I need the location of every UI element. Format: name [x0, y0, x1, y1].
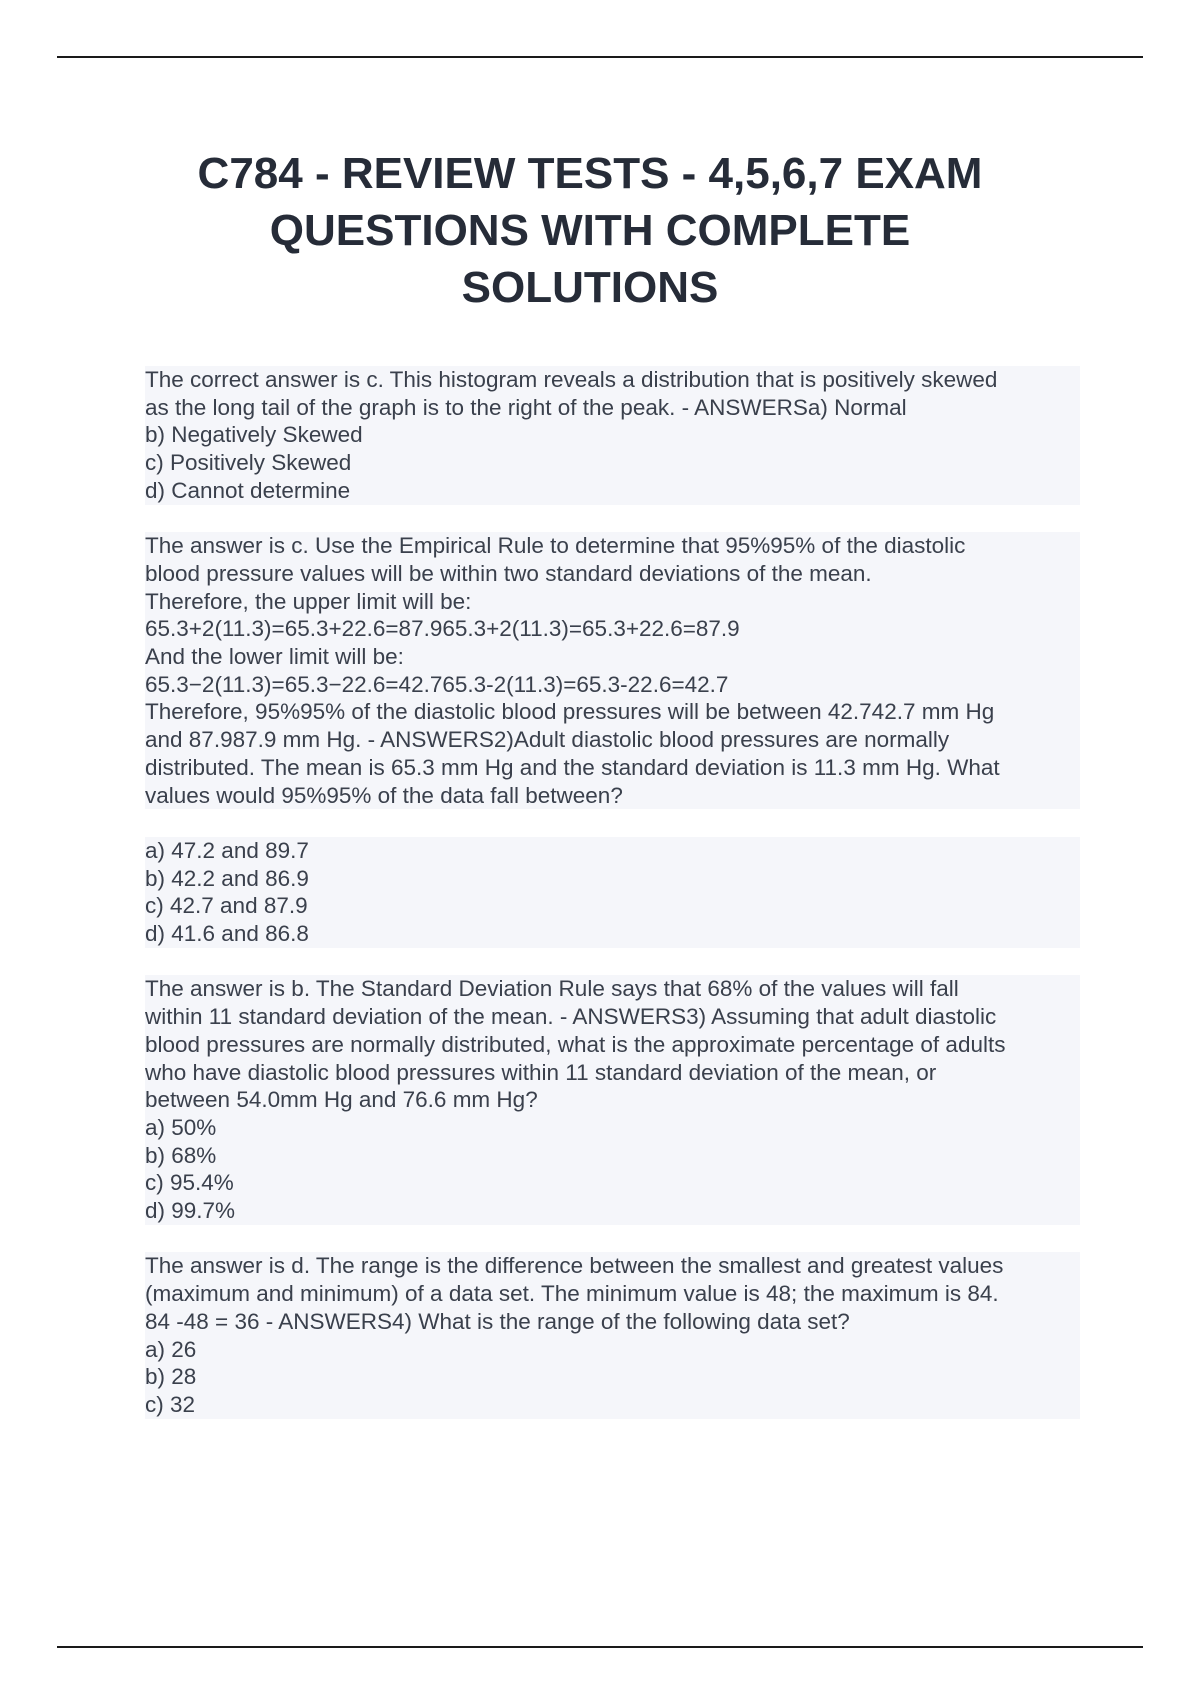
text-line: blood pressure values will be within two standard deviations of the mean. — [145, 560, 1080, 588]
option-line: d) 41.6 and 86.8 — [145, 920, 1080, 948]
qa-block-1 — [145, 366, 1080, 505]
title-line: SOLUTIONS — [461, 263, 719, 312]
document-title — [120, 145, 1060, 316]
text-line: 65.3+2(11.3)=65.3+22.6=87.965.3+2(11.3)=65.3+22.6=87.9 — [145, 615, 1080, 643]
answer-paragraph — [145, 532, 1080, 809]
qa-block-2 — [145, 532, 1080, 948]
text-line: The answer is b. The Standard Deviation Rule says that 68% of the values will fall — [145, 975, 1080, 1003]
text-line: distributed. The mean is 65.3 mm Hg and the standard deviation is 11.3 mm Hg. What — [145, 754, 1080, 782]
paragraph-gap — [145, 809, 1080, 837]
option-line: a) 26 — [145, 1336, 1080, 1364]
option-line: c) 95.4% — [145, 1169, 1080, 1197]
answer-paragraph — [145, 1252, 1080, 1418]
text-line: within 11 standard deviation of the mean. - ANSWERS3) Assuming that adult diastolic — [145, 1003, 1080, 1031]
text-line: blood pressures are normally distributed, what is the approximate percentage of adults — [145, 1031, 1080, 1059]
document-body — [145, 366, 1080, 1446]
text-line: who have diastolic blood pressures within 11 standard deviation of the mean, or — [145, 1059, 1080, 1087]
text-line: as the long tail of the graph is to the right of the peak. - ANSWERSa) Normal — [145, 394, 1080, 422]
text-line: And the lower limit will be: — [145, 643, 1080, 671]
option-line: b) 42.2 and 86.9 — [145, 865, 1080, 893]
title-line: QUESTIONS WITH COMPLETE — [269, 206, 911, 255]
option-line: c) 32 — [145, 1391, 1080, 1419]
option-line: a) 47.2 and 89.7 — [145, 837, 1080, 865]
text-line: The answer is c. Use the Empirical Rule to determine that 95%95% of the diastolic — [145, 532, 1080, 560]
text-line: values would 95%95% of the data fall between? — [145, 782, 1080, 810]
qa-block-3 — [145, 975, 1080, 1224]
text-line: (maximum and minimum) of a data set. The minimum value is 48; the maximum is 84. — [145, 1280, 1080, 1308]
option-line: d) Cannot determine — [145, 477, 1080, 505]
option-line: c) 42.7 and 87.9 — [145, 892, 1080, 920]
text-line: 84 -48 = 36 - ANSWERS4) What is the range of the following data set? — [145, 1308, 1080, 1336]
text-line: The answer is d. The range is the difference between the smallest and greatest values — [145, 1252, 1080, 1280]
text-line: The correct answer is c. This histogram reveals a distribution that is positively skewed — [145, 366, 1080, 394]
options-list — [145, 837, 1080, 948]
option-line: b) Negatively Skewed — [145, 421, 1080, 449]
top-rule — [57, 56, 1143, 58]
text-line: 65.3−2(11.3)=65.3−22.6=42.765.3-2(11.3)=65.3-22.6=42.7 — [145, 671, 1080, 699]
option-line: b) 28 — [145, 1363, 1080, 1391]
text-line: Therefore, the upper limit will be: — [145, 588, 1080, 616]
text-line: between 54.0mm Hg and 76.6 mm Hg? — [145, 1086, 1080, 1114]
option-line: c) Positively Skewed — [145, 449, 1080, 477]
title-line: C784 - REVIEW TESTS - 4,5,6,7 EXAM — [197, 149, 983, 198]
text-line: and 87.987.9 mm Hg. - ANSWERS2)Adult diastolic blood pressures are normally — [145, 726, 1080, 754]
qa-block-4 — [145, 1252, 1080, 1418]
text-line: Therefore, 95%95% of the diastolic blood pressures will be between 42.742.7 mm Hg — [145, 698, 1080, 726]
option-line: a) 50% — [145, 1114, 1080, 1142]
answer-paragraph — [145, 975, 1080, 1224]
option-line: d) 99.7% — [145, 1197, 1080, 1225]
option-line: b) 68% — [145, 1142, 1080, 1170]
bottom-rule — [57, 1646, 1143, 1648]
answer-paragraph — [145, 366, 1080, 505]
